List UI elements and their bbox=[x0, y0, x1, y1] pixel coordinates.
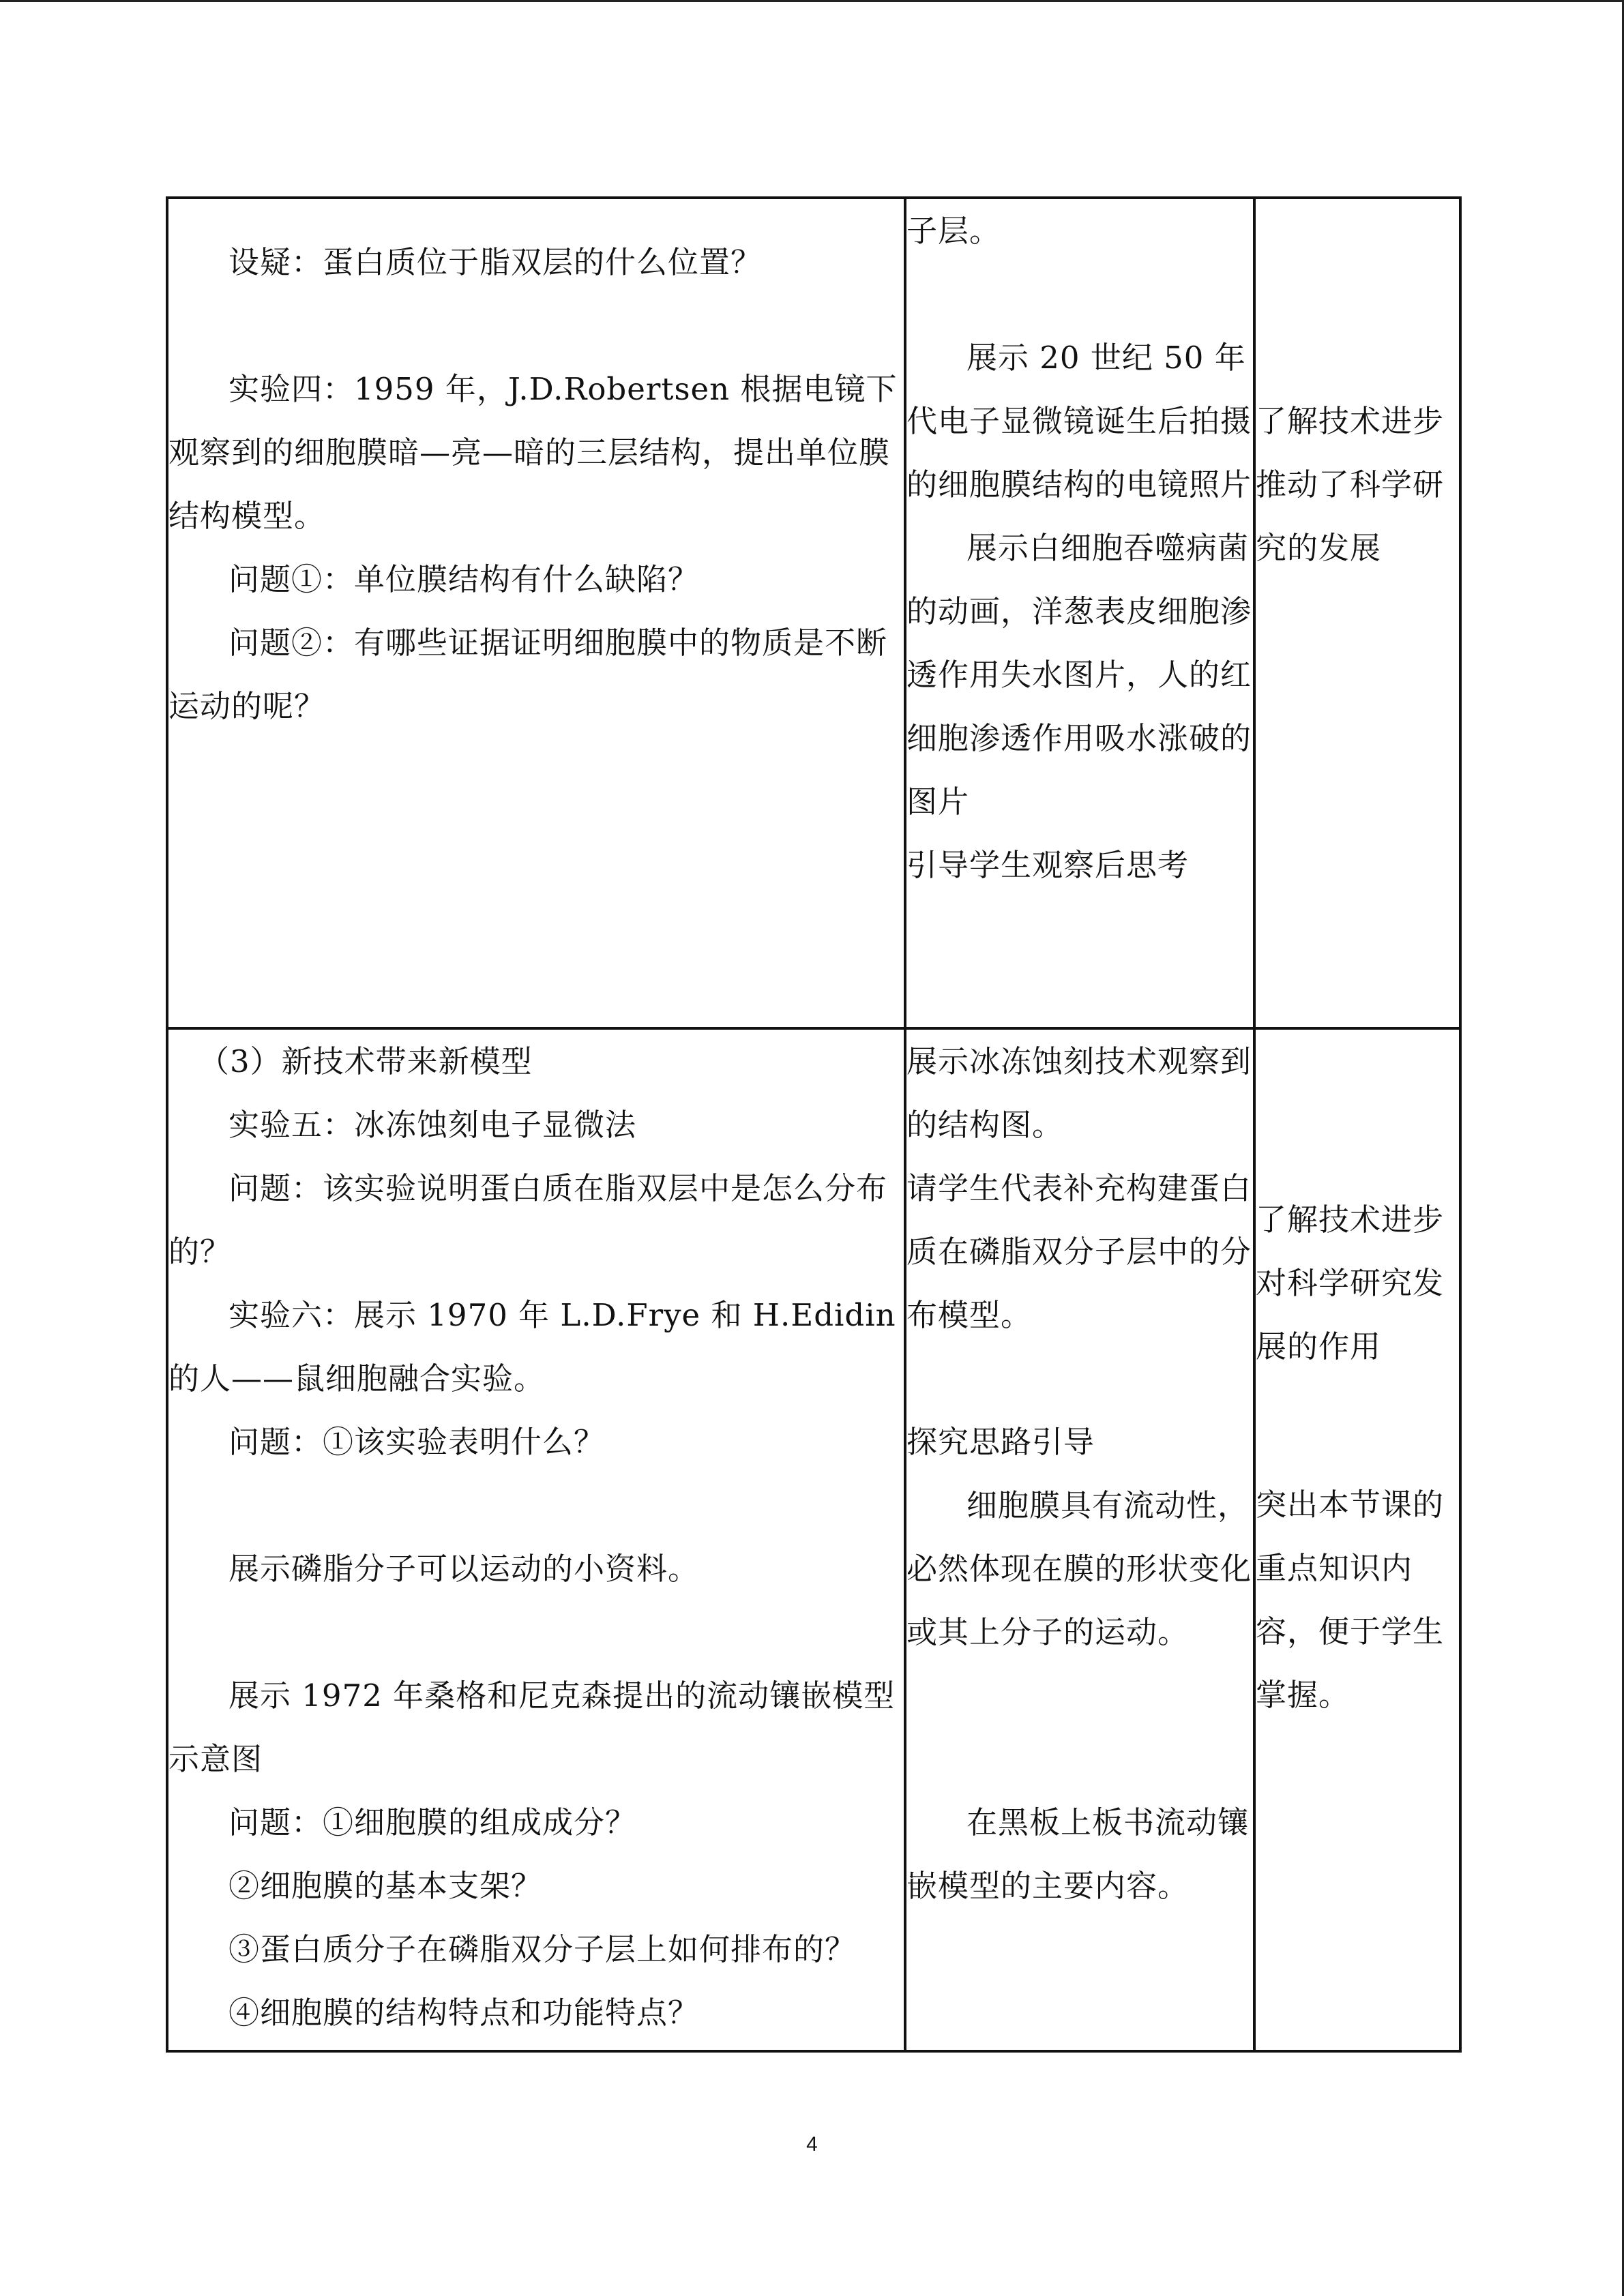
paragraph: 展示 20 世纪 50 年代电子显微镜诞生后拍摄的细胞膜结构的电镜照片 bbox=[906, 340, 1252, 503]
paragraph: 请学生代表补充构建蛋白质在磷脂双分子层中的分布模型。 bbox=[906, 1170, 1252, 1333]
paragraph: 展示白细胞吞噬病菌的动画，洋葱表皮细胞渗透作用失水图片，人的红细胞渗透作用吸水涨破的图片 bbox=[906, 530, 1252, 820]
section-heading: （3）新技术带来新模型 bbox=[198, 1043, 533, 1079]
paragraph: 问题：①该实验表明什么？ bbox=[228, 1424, 606, 1460]
paragraph: 在黑板上板书流动镶嵌模型的主要内容。 bbox=[906, 1804, 1250, 1904]
paragraph: 问题①：单位膜结构有什么缺陷？ bbox=[228, 561, 700, 597]
paragraph: 展示磷脂分子可以运动的小资料。 bbox=[228, 1551, 700, 1587]
paragraph: 细胞膜具有流动性，必然体现在膜的形状变化或其上分子的运动。 bbox=[906, 1487, 1252, 1650]
paragraph: 实验六：展示 1970 年 L.D.Frye 和 H.Edidin 的人——鼠细胞融合实验。 bbox=[168, 1297, 906, 1397]
teacher-activity-cell bbox=[905, 1028, 1254, 2051]
paragraph: 了解技术进步对科学研究发展的作用 bbox=[1256, 1202, 1445, 1365]
paragraph: ③蛋白质分子在磷脂双分子层上如何排布的？ bbox=[228, 1931, 857, 1967]
teaching-content-cell bbox=[167, 198, 905, 1028]
paragraph: 设疑：蛋白质位于脂双层的什么位置？ bbox=[228, 244, 763, 280]
table-row bbox=[167, 1028, 1460, 2051]
paragraph: ④细胞膜的结构特点和功能特点？ bbox=[228, 1995, 700, 2031]
page-number: 4 bbox=[806, 2133, 818, 2156]
paragraph: 展示冰冻蚀刻技术观察到的结构图。 bbox=[906, 1043, 1252, 1143]
lesson-table bbox=[166, 196, 1462, 2053]
paragraph: 实验五：冰冻蚀刻电子显微法 bbox=[228, 1107, 637, 1143]
paragraph: 子层。 bbox=[906, 213, 1001, 249]
paragraph: 实验四：1959 年，J.D.Robertsen 根据电镜下观察到的细胞膜暗—亮—暗的三层结构，提出单位膜结构模型。 bbox=[168, 371, 898, 534]
page-top-border bbox=[0, 0, 1624, 2]
paragraph: 突出本节课的重点知识内容，便于学生掌握。 bbox=[1256, 1487, 1445, 1713]
design-intent-cell bbox=[1254, 198, 1460, 1028]
design-intent-cell bbox=[1254, 1028, 1460, 2051]
paragraph: 引导学生观察后思考 bbox=[906, 847, 1190, 883]
paragraph: 展示 1972 年桑格和尼克森提出的流动镶嵌模型示意图 bbox=[168, 1678, 896, 1777]
teaching-content-cell bbox=[167, 1028, 905, 2051]
paragraph: 了解技术进步推动了科学研究的发展 bbox=[1256, 403, 1445, 566]
paragraph: 问题②：有哪些证据证明细胞膜中的物质是不断运动的呢？ bbox=[168, 625, 888, 724]
paragraph: 探究思路引导 bbox=[906, 1424, 1095, 1460]
paragraph: 问题：①细胞膜的组成成分？ bbox=[228, 1804, 637, 1840]
teacher-activity-cell bbox=[905, 198, 1254, 1028]
table-row bbox=[167, 198, 1460, 1028]
paragraph: 问题：该实验说明蛋白质在脂双层中是怎么分布的？ bbox=[168, 1170, 888, 1270]
paragraph: ②细胞膜的基本支架？ bbox=[228, 1868, 543, 1904]
